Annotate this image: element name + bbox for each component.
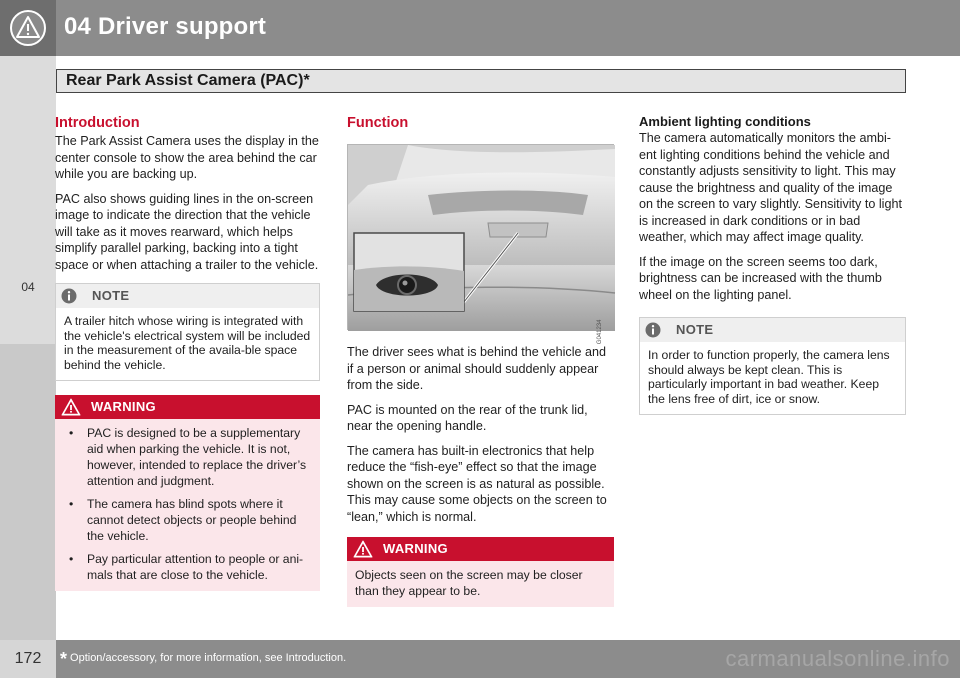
note-label: NOTE [676, 322, 714, 337]
section-title-bar [56, 69, 906, 93]
warning-bullet-text: PAC is designed to be a supplementary aid when parking the vehicle. It is not, however, intended to replace the driver’s attention and judgment. [87, 426, 307, 488]
warning-box [55, 395, 320, 591]
column-introduction [55, 114, 320, 591]
note-header [56, 284, 319, 308]
warning-triangle-icon [61, 398, 81, 416]
column-ambient-lighting [639, 114, 906, 415]
car-rear-illustration [348, 145, 615, 331]
warning-box [347, 537, 614, 607]
warning-label: WARNING [383, 541, 448, 556]
ambient-lighting-paragraph: The camera automatically monitors the ambi-ent lighting conditions behind the vehicle and constantly adjusts sensitivity to light. This may cause the brightness and quality of the image on the screen to vary slightly. Sensitivity to light is increased in dark conditions or in bad weather, which may affect image quality. [639, 131, 902, 244]
warning-bullet [63, 551, 312, 583]
warning-bullet [63, 496, 312, 544]
footnote [60, 649, 346, 670]
note-box [639, 317, 906, 415]
warning-triangle-icon [9, 9, 47, 47]
note-header [640, 318, 905, 342]
bullet-symbol: • [69, 426, 74, 440]
ambient-lighting-paragraph: If the image on the screen seems too dark, brightness can be increased with the thumb wheel on the lighting panel. [639, 254, 882, 302]
note-box [55, 283, 320, 381]
ambient-lighting-heading: Ambient lighting conditions [639, 114, 811, 129]
page-number-box [0, 640, 56, 678]
info-icon [645, 322, 661, 338]
introduction-paragraph: The Park Assist Camera uses the display in the center console to show the area behind the car while you are backing up. [55, 134, 319, 181]
note-label: NOTE [92, 288, 130, 303]
figure-code: G041234 [597, 319, 604, 344]
function-paragraph: The camera has built-in electronics that help reduce the “fish-eye” effect so that the image shown on the screen is as natural as possible. This may cause some objects on the screen to “lean,” which is normal. [347, 443, 607, 524]
info-icon [61, 288, 77, 304]
introduction-heading: Introduction [55, 115, 140, 131]
function-paragraph: PAC is mounted on the rear of the trunk lid, near the opening handle. [347, 402, 588, 433]
bullet-symbol: • [69, 497, 74, 511]
footnote-star: * [60, 649, 68, 669]
column-function [347, 114, 614, 607]
chapter-tab-label: 04 [21, 280, 35, 294]
side-strip-lower [0, 344, 56, 640]
note-text: In order to function properly, the camera lens should always be kept clean. This is particularly important in bad weather. Keep the lens free of dirt, ice or snow. [648, 348, 890, 406]
warning-triangle-icon [353, 540, 373, 558]
note-text: A trailer hitch whose wiring is integrated with the vehicle's electrical system will be included in the measurement of the availa-ble space behind the vehicle. [64, 314, 311, 372]
watermark: carmanualsonline.info [725, 646, 950, 671]
warning-body [55, 419, 320, 591]
page-footer [0, 640, 960, 678]
warning-header [347, 537, 614, 561]
function-heading: Function [347, 115, 409, 131]
chapter-title: 04 Driver support [64, 13, 267, 40]
warning-label: WARNING [91, 399, 156, 414]
warning-bullet-text: Pay particular attention to people or ani-mals that are close to the vehicle. [87, 552, 304, 582]
warning-text: Objects seen on the screen may be closer than they appear to be. [355, 568, 583, 598]
warning-bullet-text: The camera has blind spots where it cannot detect objects or people behind the vehicle. [87, 497, 297, 543]
warning-bullet [63, 425, 312, 489]
side-strip [0, 56, 56, 344]
introduction-paragraph: PAC also shows guiding lines in the on-screen image to indicate the direction that the vehicle will take as it moves rearward, which helps simplify parallel parking, backing into a tight space or when attaching a trailer to the vehicle. [55, 191, 319, 272]
footnote-text: Option/accessory, for more information, see Introduction. [70, 652, 347, 664]
function-paragraph: The driver sees what is behind the vehicle and if a person or animal should suddenly appear from the side. [347, 345, 607, 392]
chapter-icon-box [0, 0, 56, 56]
warning-header [55, 395, 320, 419]
camera-figure [347, 144, 614, 344]
section-title: Rear Park Assist Camera (PAC)* [66, 72, 310, 89]
bullet-symbol: • [69, 552, 74, 566]
chapter-header [0, 0, 960, 56]
page-number: 172 [14, 650, 42, 667]
